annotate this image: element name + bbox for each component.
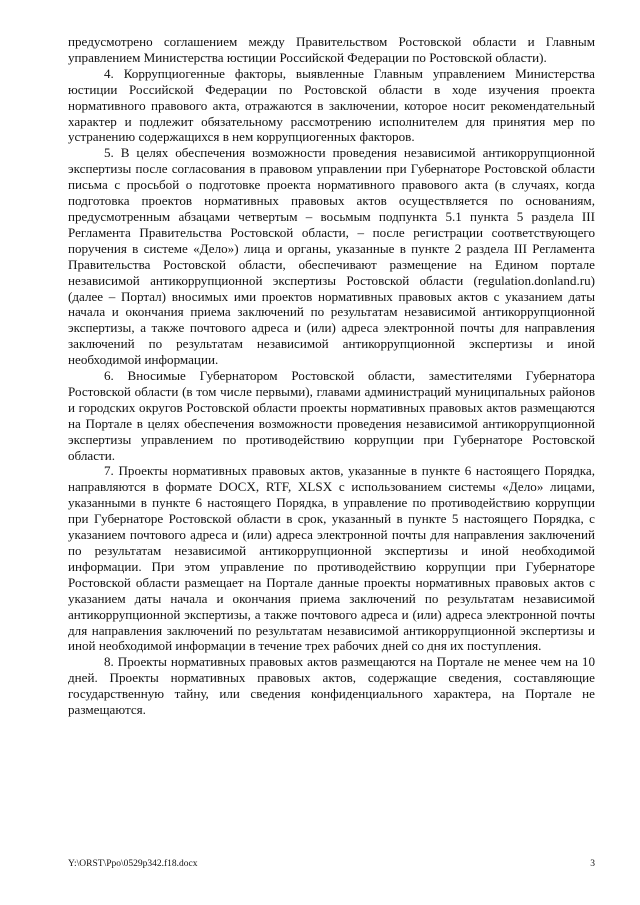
paragraph-item-7: 7. Проекты нормативных правовых актов, указанные в пункте 6 настоящего Порядка, направляются в формате DOCX, RTF, XLSX с использованием системы «Дело» лицами, указанными в пункте 6 настоящего Порядка, в управление по противодействию коррупции при Губернаторе Ростовской области в срок, указанный в пункте 5 настоящего Порядка, с указанием почтового адреса и (или) адреса электронной почты для направления заключений по результатам независимой антикоррупционной экспертизы и иной необходимой информации. При этом управление по противодействию коррупции при Губернаторе Ростовской области размещает на Портале данные проекты нормативных правовых актов с указанием даты начала и окончания приема заключений по результатам независимой антикоррупционной экспертизы, а также почтового адреса и (или) адреса электронной почты для направления заключений по результатам независимой антикоррупционной экспертизы и иной необходимой информации в течение трех рабочих дней со дня их поступления. — [68, 463, 595, 654]
paragraph-item-8: 8. Проекты нормативных правовых актов размещаются на Портале не менее чем на 10 дней. Проекты нормативных правовых актов, содержащие сведения, составляющие государственную тайну, или сведения конфиденциального характера, на Портале не размещаются. — [68, 654, 595, 718]
page-number: 3 — [590, 859, 595, 869]
paragraph-item-6: 6. Вносимые Губернатором Ростовской области, заместителями Губернатора Ростовской области (в том числе первыми), главами администраций муниципальных районов и городских округов Ростовской области проекты нормативных правовых актов размещаются на Портале в целях обеспечения возможности проведения независимой антикоррупционной экспертизы управлением по противодействию коррупции при Губернаторе Ростовской области. — [68, 368, 595, 463]
paragraph-continuation: предусмотрено соглашением между Правительством Ростовской области и Главным управлением Министерства юстиции Российской Федерации по Ростовской области). — [68, 34, 595, 65]
file-path: Y:\ORST\Ppo\0529p342.f18.docx — [68, 859, 198, 869]
page-footer — [68, 858, 595, 870]
paragraph-item-5: 5. В целях обеспечения возможности проведения независимой антикоррупционной экспертизы после согласования в правовом управлении при Губернаторе Ростовской области письма с просьбой о подготовке проекта нормативного правового акта (в случаях, когда подготовка проектов нормативных правовых актов осуществляется по основаниям, предусмотренным абзацами четвертым – восьмым подпункта 5.1 пункта 5 раздела III Регламента Правительства Ростовской области, – после регистрации соответствующего поручения в системе «Дело») лица и органы, указанные в пункте 2 раздела III Регламента Правительства Ростовской области, обеспечивают размещение на Едином портале независимой антикоррупционной экспертизы Ростовской области (regulation.donland.ru) (далее – Портал) вносимых ими проектов нормативных правовых актов с указанием даты начала и окончания приема заключений по результатам независимой антикоррупционной экспертизы, а также почтового адреса и (или) адреса электронной почты для направления заключений по результатам независимой антикоррупционной экспертизы и иной необходимой информации. — [68, 145, 595, 368]
document-page — [68, 34, 595, 718]
paragraph-item-4: 4. Коррупциогенные факторы, выявленные Главным управлением Министерства юстиции Российской Федерации по Ростовской области в ходе изучения проекта нормативного правового акта, отражаются в заключении, которое носит рекомендательный характер и подлежит обязательному рассмотрению исполнителем для принятия мер по устранению содержащихся в нем коррупциогенных факторов. — [68, 65, 595, 145]
